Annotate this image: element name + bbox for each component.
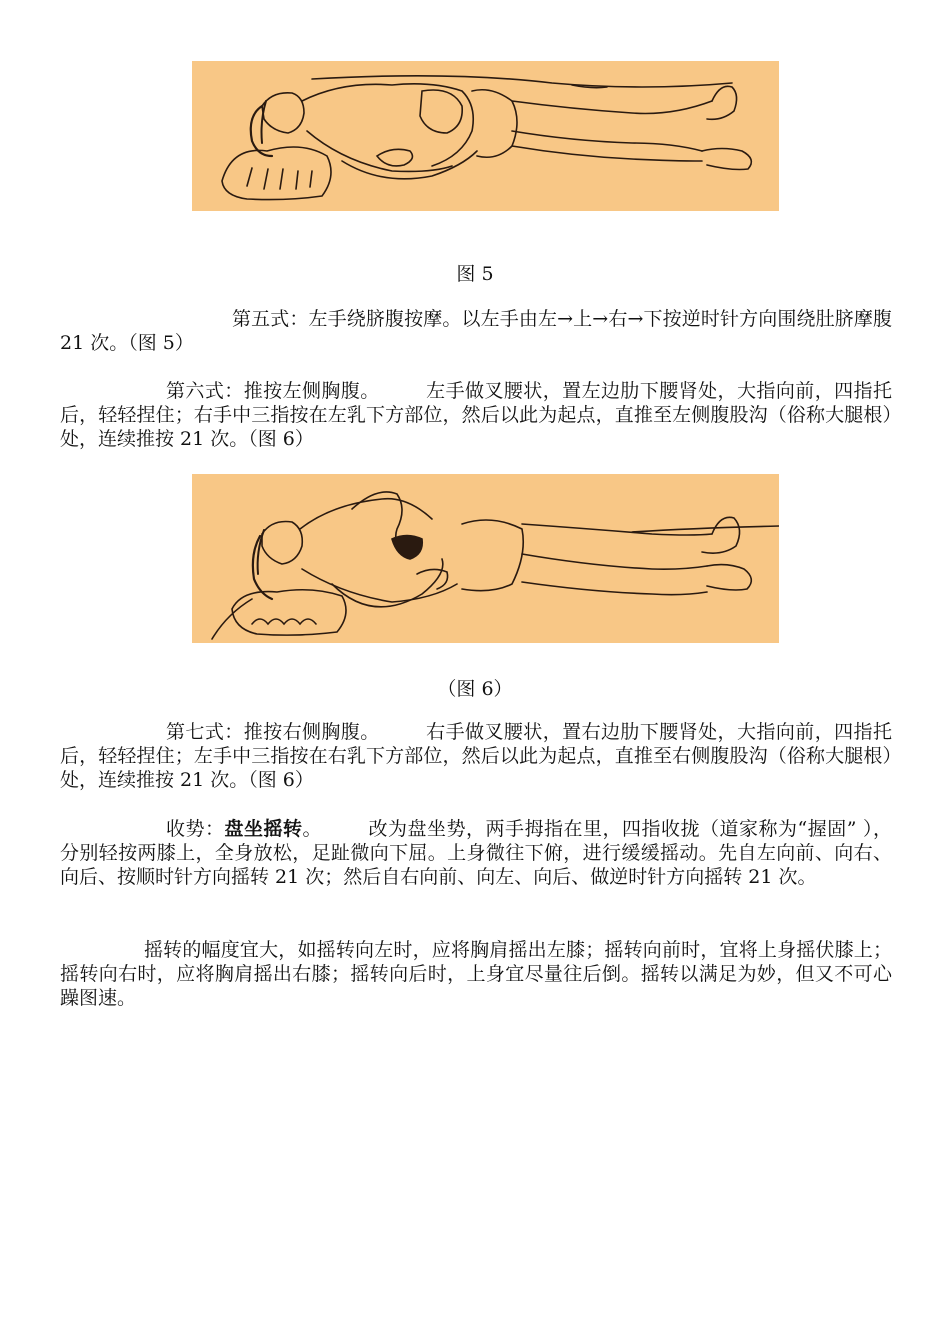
seventh-form-text: 右手做叉腰状，置右边肋下腰肾处，大指向前，四指托后，轻轻捏住；左手中三指按在右乳下方部位，然后以此为起点，直推至右侧腹股沟（俗称大腿根）处，连续推按 21 次。（图 6） [60, 721, 892, 791]
paragraph-closing-form [60, 817, 892, 889]
closing-punct: 。 [302, 818, 322, 840]
paragraph-sixth-form [60, 379, 892, 451]
figure-6-caption: （图 6） [437, 678, 513, 700]
paragraph-final: 摇转的幅度宜大，如摇转向左时，应将胸肩摇出左膝；摇转向前时，宜将上身摇伏膝上；摇转向右时，应将胸肩摇出右膝；摇转向后时，上身宜尽量往后倒。摇转以满足为妙，但又不可心躁图速。 [60, 939, 892, 1009]
closing-title-bold: 盘坐摇转 [224, 818, 303, 840]
figure-5-illustration [192, 61, 779, 211]
figure-6-illustration [192, 474, 779, 643]
closing-text: 改为盘坐势，两手拇指在里，四指收拢（道家称为“握固” ），分别轻按两膝上，全身放松，足趾微向下屈。上身微往下俯，进行缓缓摇动。先自左向前、向右、向后、按顺时针方向摇转 21 次；然后自右向前、向左、向后、做逆时针方向摇转 21 次。 [60, 818, 892, 888]
sixth-form-text: 左手做叉腰状，置左边肋下腰肾处，大指向前，四指托后，轻轻捏住；右手中三指按在左乳下方部位，然后以此为起点，直推至左侧腹股沟（俗称大腿根）处，连续推按 21 次。（图 6） [60, 380, 892, 450]
closing-label: 收势： [166, 818, 225, 840]
sixth-form-title: 第六式：推按左侧胸腹。 [166, 380, 380, 402]
seventh-form-title: 第七式：推按右侧胸腹。 [166, 721, 380, 743]
figure-5-caption: 图 5 [456, 263, 494, 285]
paragraph-fifth-form: 第五式：左手绕脐腹按摩。以左手由左→上→右→下按逆时针方向围绕肚脐摩腹 21 次。（图 5） [60, 308, 892, 354]
paragraph-seventh-form [60, 720, 892, 792]
